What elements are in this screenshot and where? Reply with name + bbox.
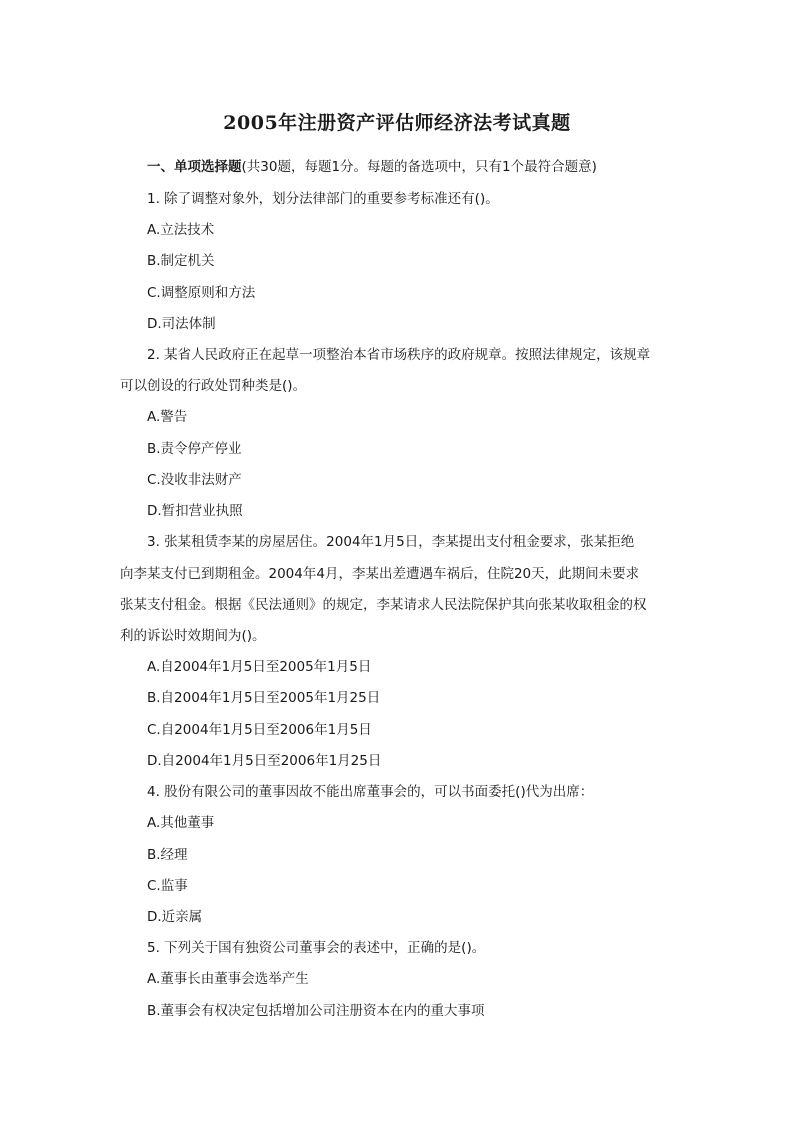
question-2-text-line-1: 2. 某省人民政府正在起草一项整治本省市场秩序的政府规章。按照法律规定，该规章	[147, 347, 651, 363]
question-3-option-a: A.自2004年1月5日至2005年1月5日	[147, 659, 372, 675]
question-2-option-c: C.没收非法财产	[147, 472, 242, 488]
question-3-text-line-1: 3. 张某租赁李某的房屋居住。2004年1月5日，李某提出支付租金要求，张某拒绝	[147, 534, 635, 550]
question-5-option-b: B.董事会有权决定包括增加公司注册资本在内的重大事项	[147, 1003, 485, 1019]
question-1-option-d: D.司法体制	[147, 316, 216, 332]
page-title: 2005年注册资产评估师经济法考试真题	[223, 112, 571, 134]
question-4-option-d: D.近亲属	[147, 909, 203, 925]
section-heading-line	[147, 157, 597, 177]
section-note: (共30题，每题1分。每题的备选项中，只有1个最符合题意)	[241, 159, 597, 175]
question-4-text: 4. 股份有限公司的董事因故不能出席董事会的，可以书面委托()代为出席：	[147, 784, 594, 800]
section-heading: 一、单项选择题	[147, 159, 242, 175]
question-4-option-a: A.其他董事	[147, 815, 215, 831]
question-5-option-a: A.董事长由董事会选举产生	[147, 971, 309, 987]
question-4-option-c: C.监事	[147, 878, 188, 894]
question-3-text-line-3: 张某支付租金。根据《民法通则》的规定，李某请求人民法院保护其向张某收取租金的权	[120, 597, 647, 613]
question-3-option-d: D.自2004年1月5日至2006年1月25日	[147, 753, 382, 769]
question-2-option-d: D.暂扣营业执照	[147, 503, 243, 519]
question-2-text-line-2: 可以创设的行政处罚种类是()。	[120, 378, 307, 394]
question-5-text: 5. 下列关于国有独资公司董事会的表述中，正确的是()。	[147, 940, 486, 956]
question-3-text-line-2: 向李某支付已到期租金。2004年4月，李某出差遭遇车祸后，住院20天，此期间未要求	[120, 566, 640, 582]
question-2-option-b: B.责令停产停业	[147, 441, 242, 457]
question-4-option-b: B.经理	[147, 847, 188, 863]
question-1-option-b: B.制定机关	[147, 253, 215, 269]
question-3-text-line-4: 利的诉讼时效期间为()。	[120, 628, 266, 644]
question-1-text: 1. 除了调整对象外，划分法律部门的重要参考标准还有()。	[147, 191, 499, 207]
question-2-option-a: A.警告	[147, 409, 188, 425]
question-3-option-c: C.自2004年1月5日至2006年1月5日	[147, 722, 372, 738]
question-1-option-a: A.立法技术	[147, 222, 215, 238]
question-1-option-c: C.调整原则和方法	[147, 285, 256, 301]
question-3-option-b: B.自2004年1月5日至2005年1月25日	[147, 690, 381, 706]
